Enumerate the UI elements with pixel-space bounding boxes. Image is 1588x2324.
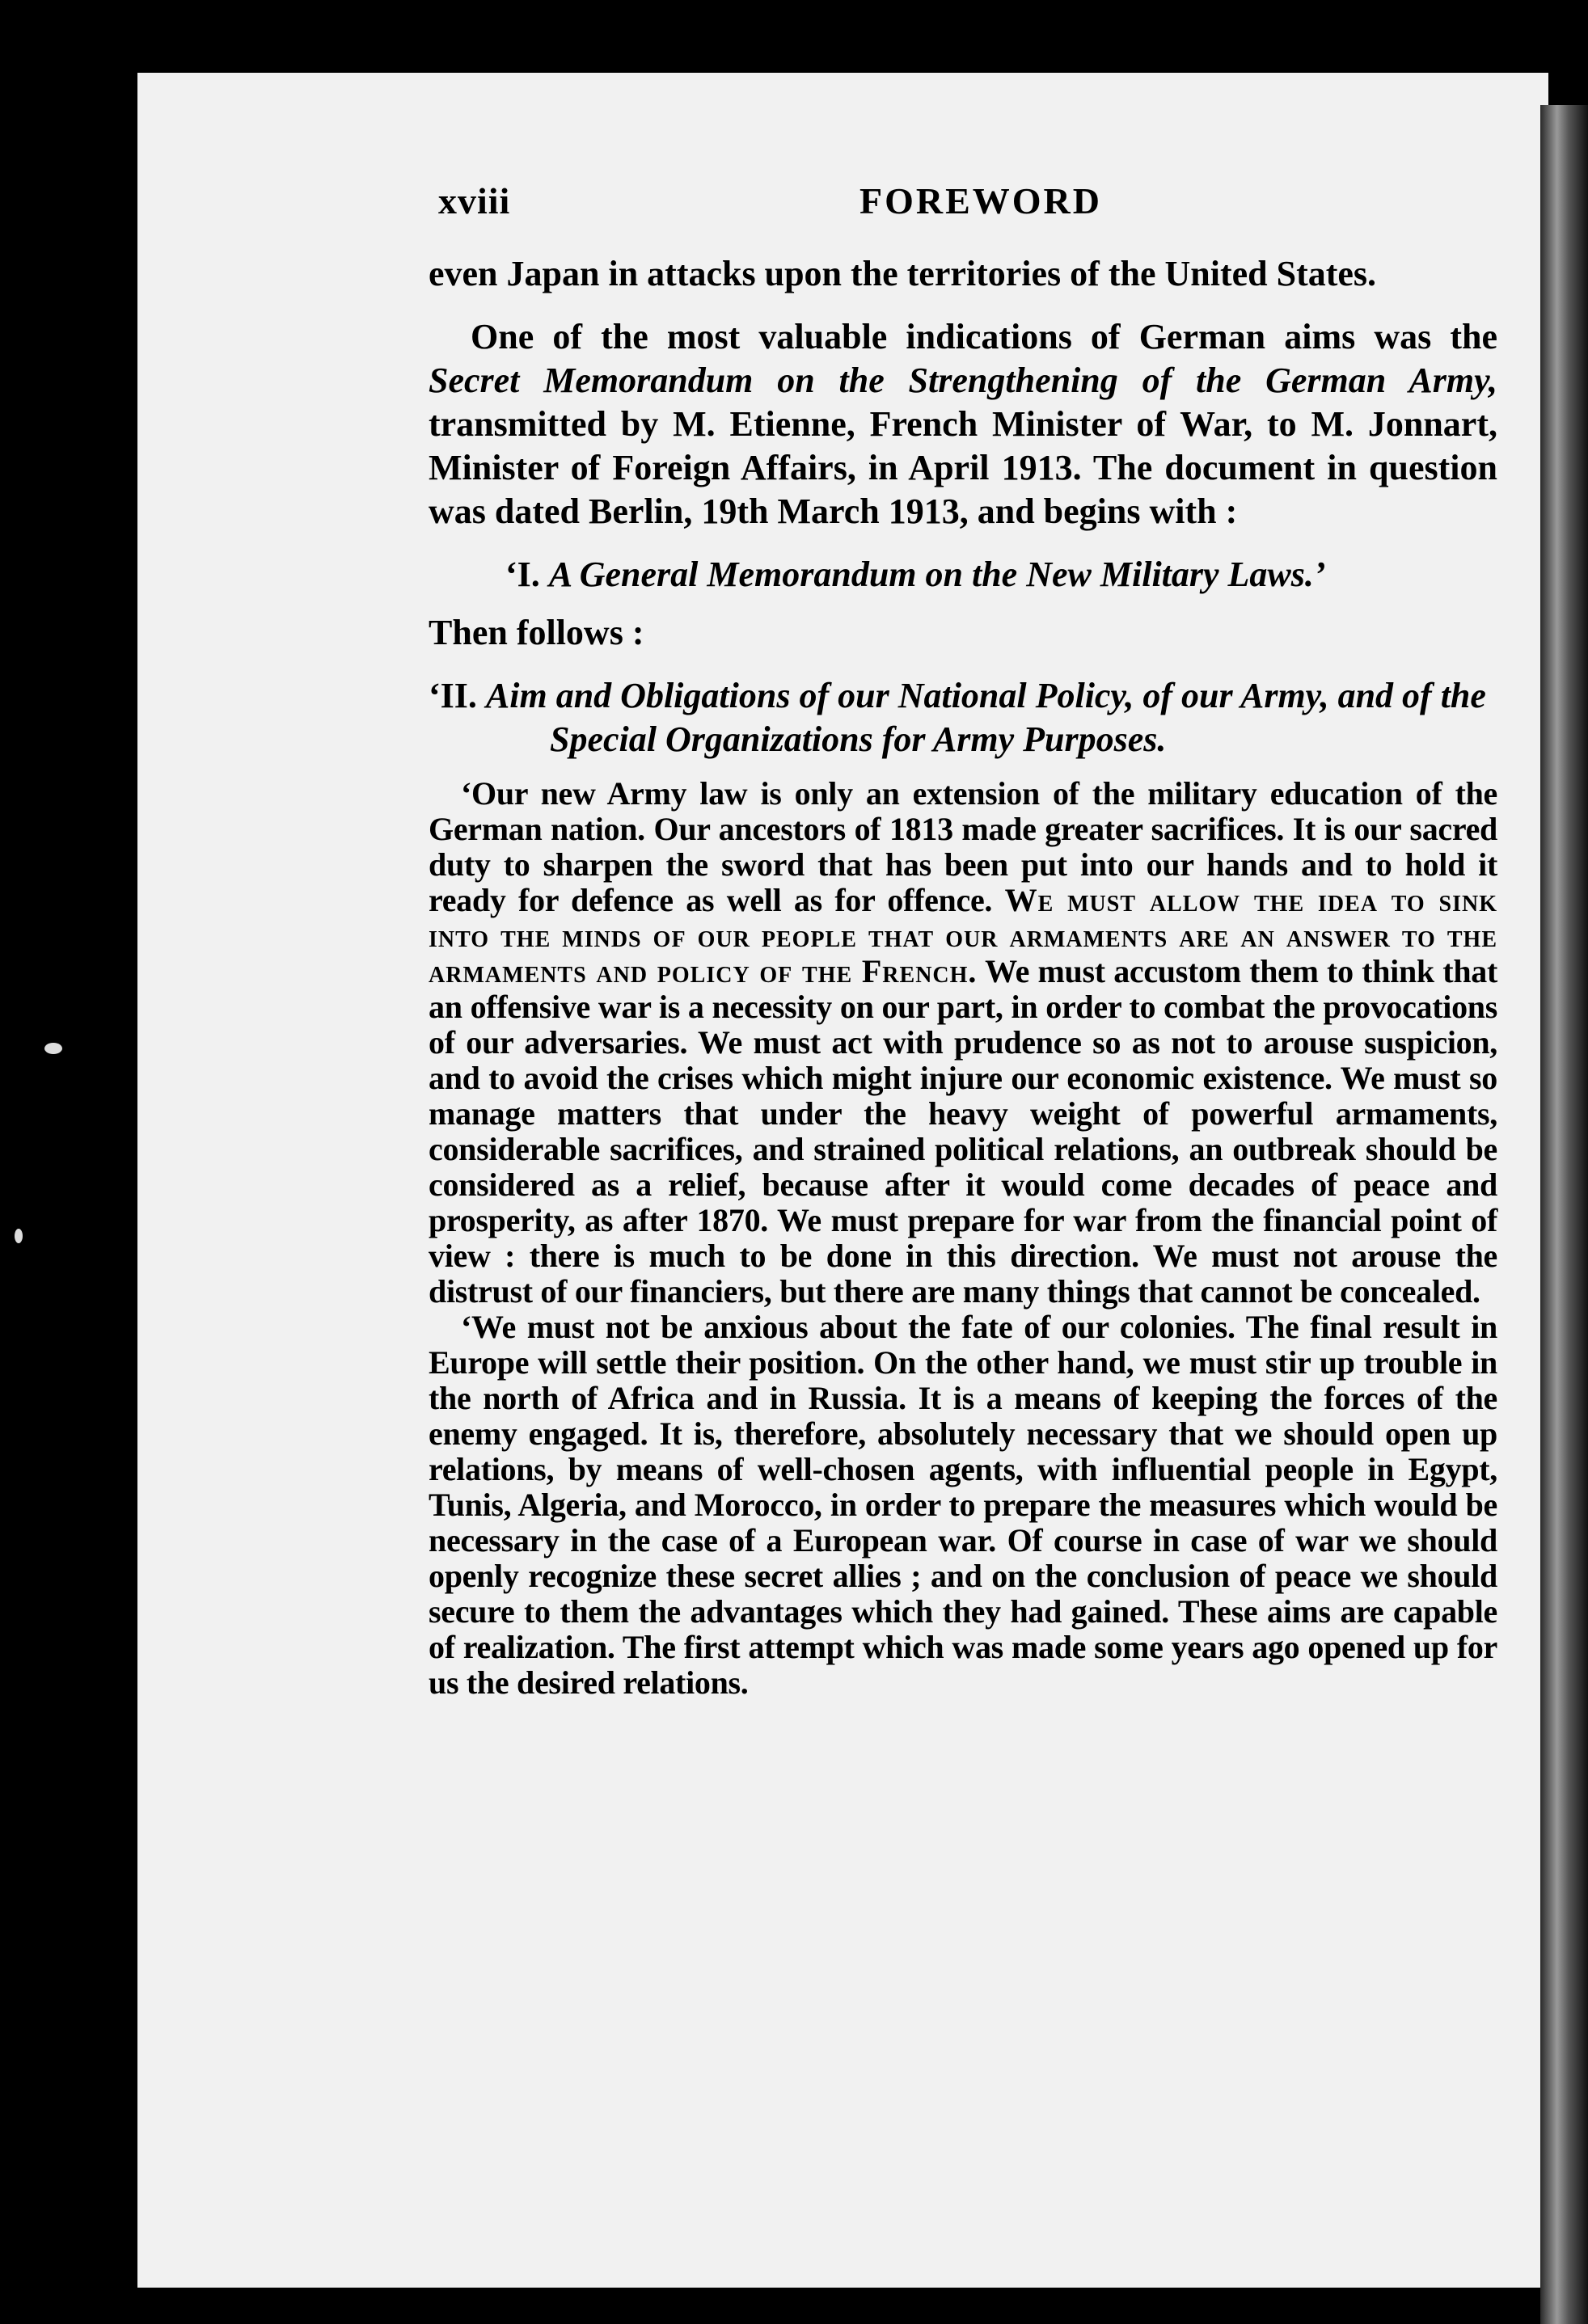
page-number: xviii: [438, 180, 511, 221]
paragraph-2: [429, 315, 1497, 534]
page-body: [429, 252, 1497, 1701]
scan-speck: [15, 1229, 23, 1243]
quote-heading-2-text: Aim and Obligations of our National Policy, of our Army, and of the Special Organizations for Army Purposes.: [485, 676, 1486, 759]
scan-speck: [44, 1043, 62, 1054]
paragraph-2-rest: transmitted by M. Etienne, French Minister of War, to M. Jonnart, Minister of Foreign Affairs, in April 1913. The document in question was dated Berlin, 19th March 1913, and begins with :: [429, 404, 1497, 531]
quote-heading-1-number: ‘I.: [505, 555, 549, 594]
paragraph-2-lead: One of the most valuable indications of German aims was the: [471, 317, 1497, 356]
memorandum-title: Secret Memorandum on the Strengthening of the German Army,: [429, 361, 1497, 400]
header-title: FOREWORD: [859, 180, 1102, 221]
paragraph-3-emphasis: We must allow the idea to sink into the minds of our people that our armaments are an answer to the armaments and policy of the French.: [429, 882, 1497, 989]
paragraph-3-rest: We must accustom them to think that an offensive war is a necessity on our part, in order to combat the provocations of our adversaries. We must act with prudence so as not to arouse suspicion, and to avoid the crises which might injure our economic existence. We must so manage matters that under the heavy weight of powerful armaments, considerable sacrifices, and strained political relations, an outbreak should be considered as a relief, because after it would come decades of peace and prosperity, as after 1870. We must prepare for war from the financial point of view : there is much to be done in this direction. We must not arouse the distrust of our financiers, but there are many things that cannot be concealed.: [429, 953, 1497, 1310]
running-head: [279, 179, 1500, 244]
book-spine-edge: [1540, 105, 1588, 2324]
paragraph-1: even Japan in attacks upon the territories of the United States.: [429, 254, 1377, 293]
quote-heading-1-text: A General Memorandum on the New Military Laws.’: [548, 555, 1326, 594]
quote-heading-2-number: ‘II.: [429, 676, 486, 715]
then-follows: Then follows :: [429, 613, 644, 652]
paragraph-4: ‘We must not be anxious about the fate of our colonies. The final result in Europe will settle their position. On the other hand, we must stir up trouble in the north of Africa and in Russia. It is a means of keeping the forces of the enemy engaged. It is, therefore, absolutely necessary that we should open up relations, by means of well-chosen agents, with influential people in Egypt, Tunis, Algeria, and Morocco, in order to prepare the measures which would be necessary in the case of a European war. Of course in case of war we should openly recognize these secret allies ; and on the conclusion of peace we should secure to them the advantages which they had gained. These aims are capable of realization. The first attempt which was made some years ago opened up for us the desired relations.: [429, 1309, 1497, 1701]
quote-heading-1: [429, 553, 1497, 597]
quote-heading-2: [429, 674, 1497, 761]
paragraph-3: [429, 776, 1497, 1310]
paragraph-3-lead: ‘Our new Army law is only an extension of the military education of the German nation. Our ancestors of 1813 made greater sacrifices. It is our sacred duty to sharpen the sword that has been put into our hands and to hold it ready for defence as well as for offence.: [429, 775, 1497, 918]
